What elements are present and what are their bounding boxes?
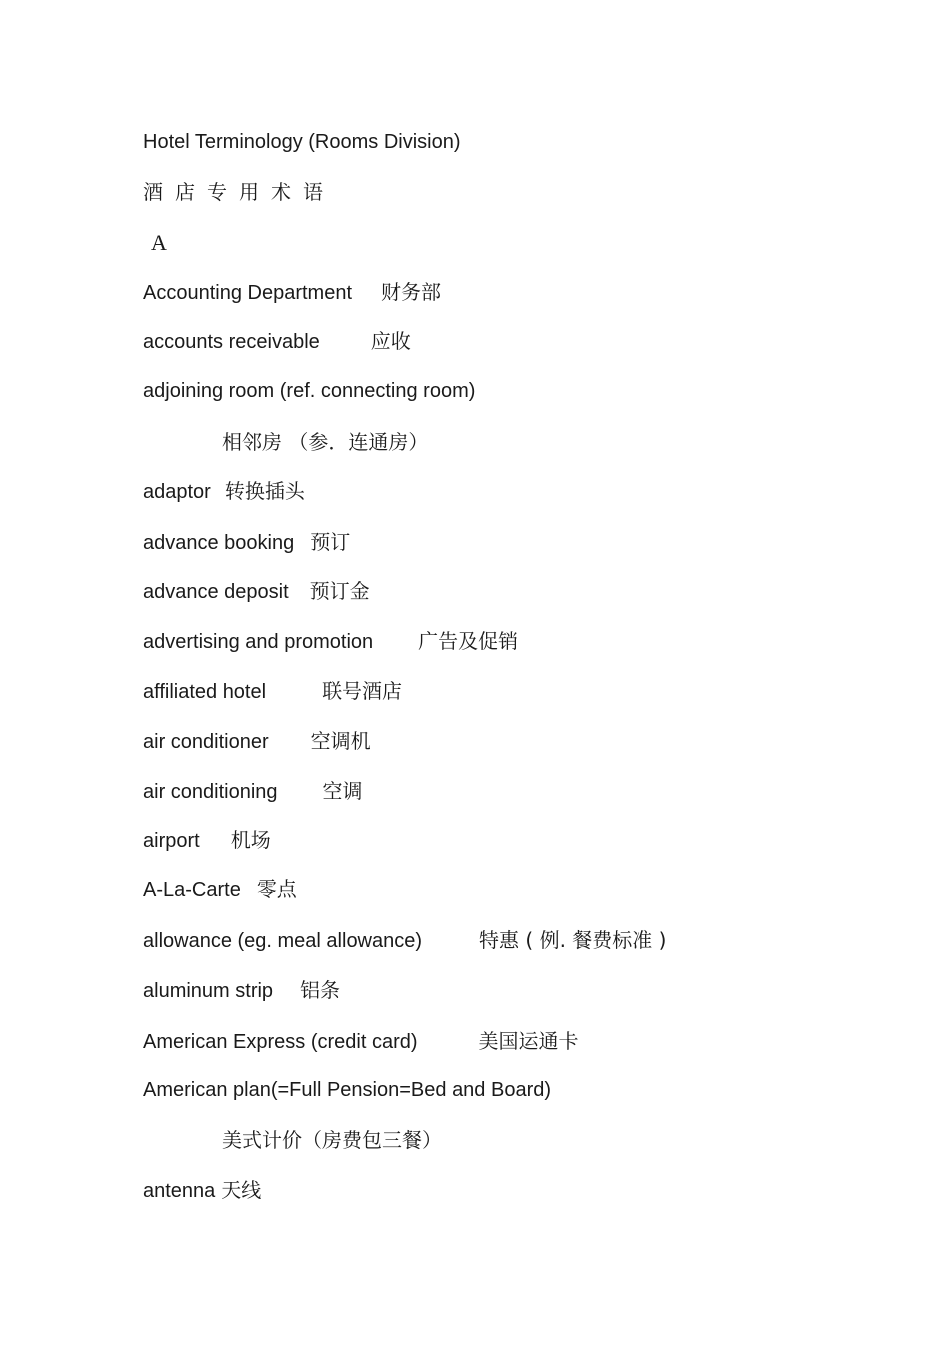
term-chinese: 空调机 [310, 729, 371, 753]
list-item [143, 925, 666, 955]
list-item [143, 776, 363, 806]
term-english: American plan(=Full Pension=Bed and Board) [143, 1079, 552, 1101]
list-item [143, 1075, 551, 1105]
term-chinese: 联号酒店 [322, 679, 403, 703]
list-item [143, 1026, 579, 1056]
term-chinese: 美式计价（房费包三餐） [222, 1128, 442, 1152]
document-subtitle [143, 177, 335, 207]
list-item [143, 1175, 261, 1205]
list-item [143, 874, 297, 904]
term-chinese: 预订金 [309, 579, 370, 603]
list-item [143, 726, 371, 756]
list-item [143, 326, 411, 356]
subtitle-text: 酒店专用术语 [143, 180, 335, 204]
term-chinese: 预订 [310, 530, 351, 554]
term-chinese: 铝条 [300, 978, 341, 1002]
list-item [143, 825, 271, 855]
term-english: American Express (credit card) [143, 1031, 418, 1053]
list-item [143, 676, 402, 706]
term-english: antenna [143, 1180, 216, 1202]
term-english: A-La-Carte [143, 879, 241, 901]
term-chinese: 广告及促销 [418, 629, 519, 653]
term-english: advertising and promotion [143, 631, 374, 653]
section-letter [151, 228, 167, 258]
list-item [222, 1125, 442, 1155]
term-english: allowance (eg. meal allowance) [143, 930, 423, 952]
term-english: advance booking [143, 532, 295, 554]
term-english: advance deposit [143, 581, 289, 603]
term-chinese: 特惠 ( 例. 餐费标准 ) [479, 928, 667, 952]
document-title [143, 127, 461, 157]
term-chinese: 转换插头 [224, 479, 305, 503]
section-letter-text: A [151, 230, 167, 255]
list-item [143, 576, 370, 606]
list-item [143, 476, 305, 506]
term-chinese: 美国运通卡 [478, 1029, 579, 1053]
term-english: aluminum strip [143, 980, 274, 1002]
term-english: air conditioner [143, 731, 269, 753]
term-chinese: 机场 [230, 828, 271, 852]
term-english: airport [143, 830, 200, 852]
term-english: air conditioning [143, 781, 278, 803]
list-item [143, 277, 441, 307]
term-chinese: 相邻房 （参．连通房） [222, 430, 429, 454]
list-item [222, 427, 428, 457]
term-chinese: 天线 [221, 1178, 262, 1202]
term-chinese: 财务部 [381, 280, 442, 304]
list-item [143, 376, 475, 406]
term-english: accounts receivable [143, 331, 320, 353]
term-english: adjoining room (ref. connecting room) [143, 380, 476, 402]
title-text: Hotel Terminology (Rooms Division) [143, 131, 461, 153]
list-item [143, 626, 518, 656]
list-item [143, 527, 350, 557]
list-item [143, 975, 340, 1005]
term-english: affiliated hotel [143, 681, 267, 703]
term-chinese: 应收 [370, 329, 411, 353]
term-english: Accounting Department [143, 282, 353, 304]
term-chinese: 零点 [256, 877, 297, 901]
term-chinese: 空调 [322, 779, 363, 803]
term-english: adaptor [143, 481, 211, 503]
